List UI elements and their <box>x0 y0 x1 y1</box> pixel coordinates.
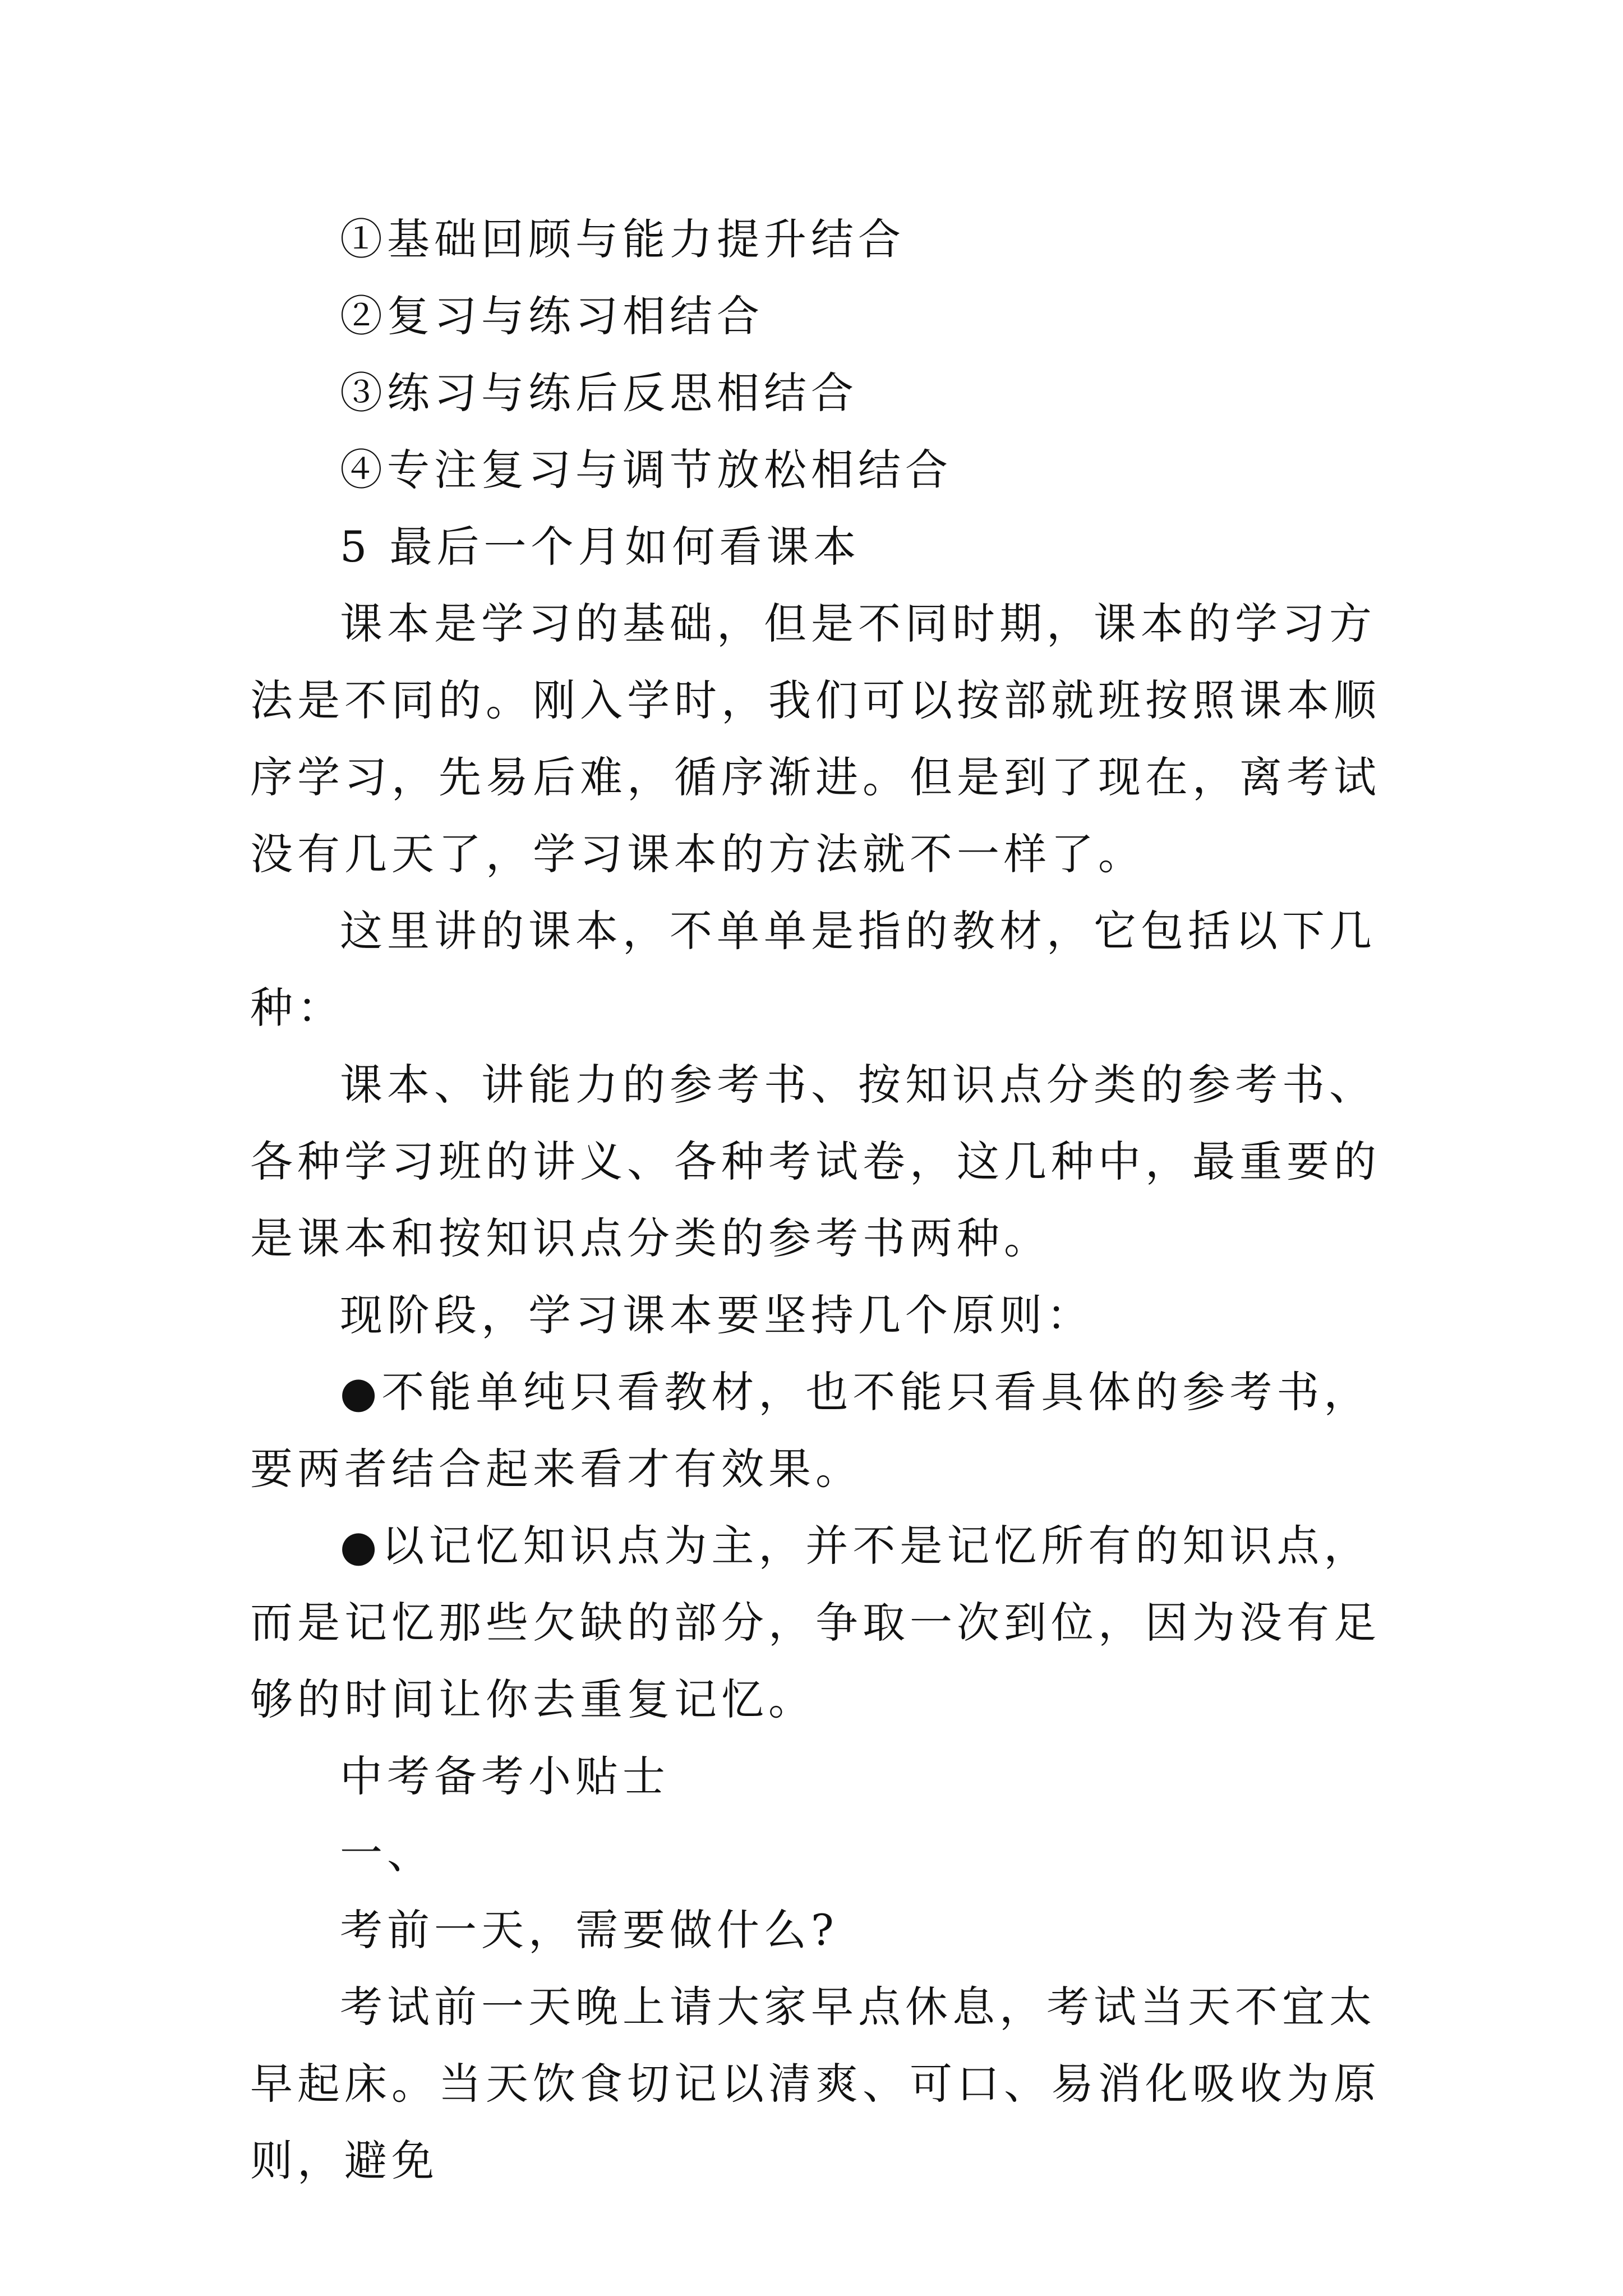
tips-question-1: 考前一天，需要做什么? <box>340 1905 838 1955</box>
paragraph-exam-eve: 考试前一天晚上请大家早点休息，考试当天不宜太早起床。当天饮食切记以清爽、可口、易消化吸收为原则，避免 <box>250 1982 1381 2185</box>
paragraph-textbook-types-intro: 这里讲的课本，不单单是指的教材，它包括以下几种： <box>250 906 1376 1033</box>
document-body <box>250 201 1389 2199</box>
bullet-principle-2: ●以记忆知识点为主，并不是记忆所有的知识点，而是记忆那些欠缺的部分，争取一次到位，因为没有足够的时间让你去重复记忆。 <box>250 1521 1381 1724</box>
list-item-1: ①基础回顾与能力提升结合 <box>340 214 905 264</box>
list-item-3: ③练习与练后反思相结合 <box>340 368 858 418</box>
section-heading-tips: 中考备考小贴士 <box>340 1751 670 1801</box>
list-item-4: ④专注复习与调节放松相结合 <box>340 445 952 495</box>
section-heading-5: 5 最后一个月如何看课本 <box>340 522 861 572</box>
paragraph-textbook-basis: 课本是学习的基础，但是不同时期，课本的学习方法是不同的。刚入学时，我们可以按部就班按照课本顺序学习，先易后难，循序渐进。但是到了现在，离考试没有几天了，学习课本的方法就不一样了。 <box>250 599 1381 879</box>
bullet-principle-1: ●不能单纯只看教材，也不能只看具体的参考书，要两者结合起来看才有效果。 <box>250 1367 1371 1494</box>
paragraph-textbook-types: 课本、讲能力的参考书、按知识点分类的参考书、各种学习班的讲义、各种考试卷，这几种中，最重要的是课本和按知识点分类的参考书两种。 <box>250 1060 1381 1263</box>
paragraph-principles-intro: 现阶段，学习课本要坚持几个原则： <box>340 1290 1094 1340</box>
list-item-2: ②复习与练习相结合 <box>340 291 764 341</box>
tips-number-1: 一、 <box>340 1828 434 1878</box>
